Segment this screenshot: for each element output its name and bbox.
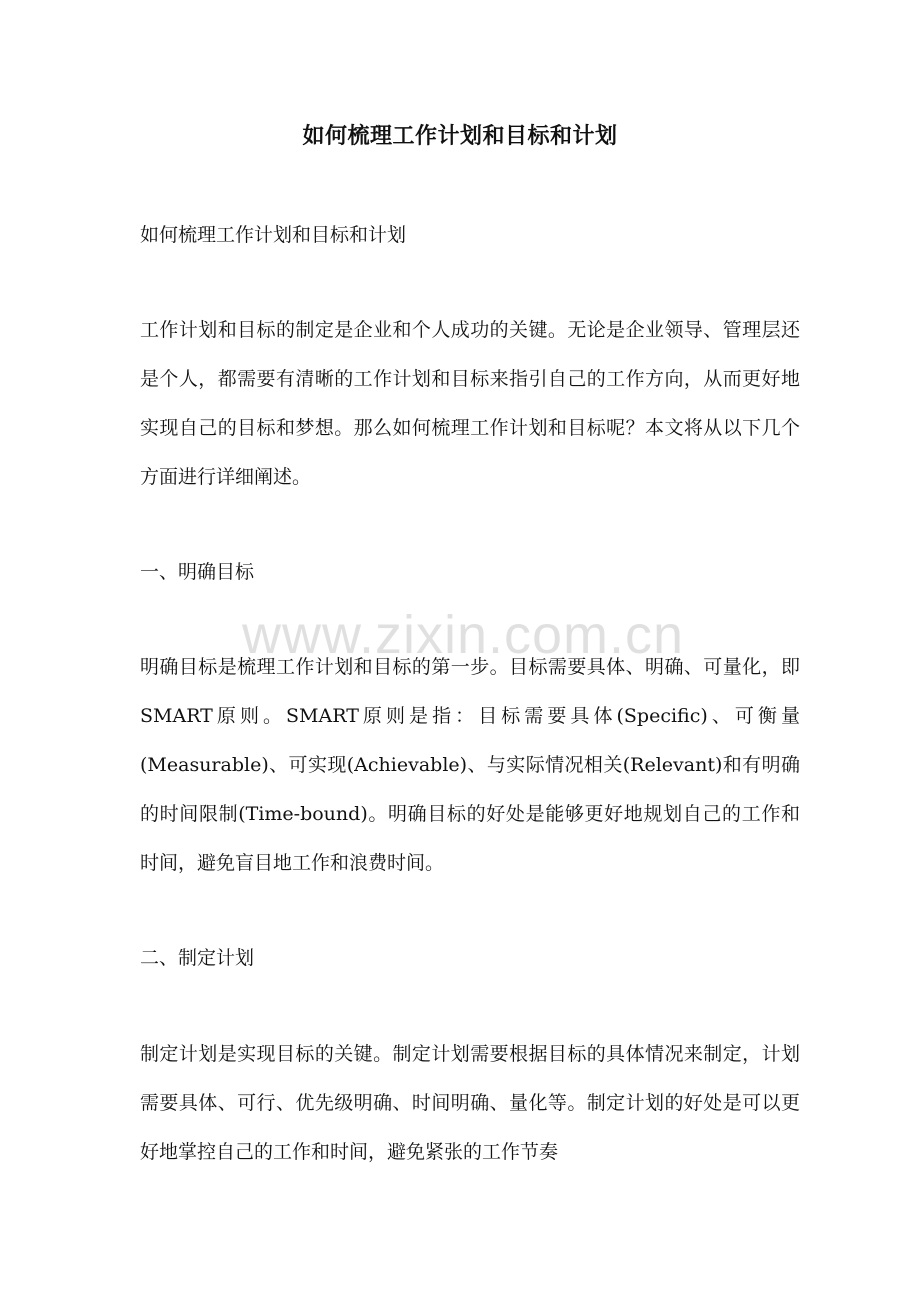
section-body-clear-goals: 明确目标是梳理工作计划和目标的第一步。目标需要具体、明确、可量化，即SMART原则。SMART原则是指：目标需要具体(Specific)、可衡量(Measurable)、可实现(Achievable)、与实际情况相关(Relevant)和有明确的时间限制(Time-bound)。明确目标的好处是能够更好地规划自己的工作和时间，避免盲目地工作和浪费时间。: [140, 656, 800, 874]
intro-paragraph: 工作计划和目标的制定是企业和个人成功的关键。无论是企业领导、管理层还是个人，都需要有清晰的工作计划和目标来指引自己的工作方向，从而更好地实现自己的目标和梦想。那么如何梳理工作计划和目标呢？本文将从以下几个方面进行详细阐述。: [140, 319, 800, 488]
section-body-make-plan: 制定计划是实现目标的关键。制定计划需要根据目标的具体情况来制定，计划需要具体、可行、优先级明确、时间明确、量化等。制定计划的好处是可以更好地掌控自己的工作和时间，避免紧张的工作节奏: [140, 1043, 800, 1163]
section-heading-clear-goals: 一、明确目标: [140, 561, 255, 583]
document-title: 如何梳理工作计划和目标和计划: [302, 123, 618, 149]
document-subtitle: 如何梳理工作计划和目标和计划: [140, 224, 407, 246]
site-watermark: www.zixin.com.cn: [241, 605, 685, 665]
section-heading-make-plan: 二、制定计划: [140, 947, 255, 969]
